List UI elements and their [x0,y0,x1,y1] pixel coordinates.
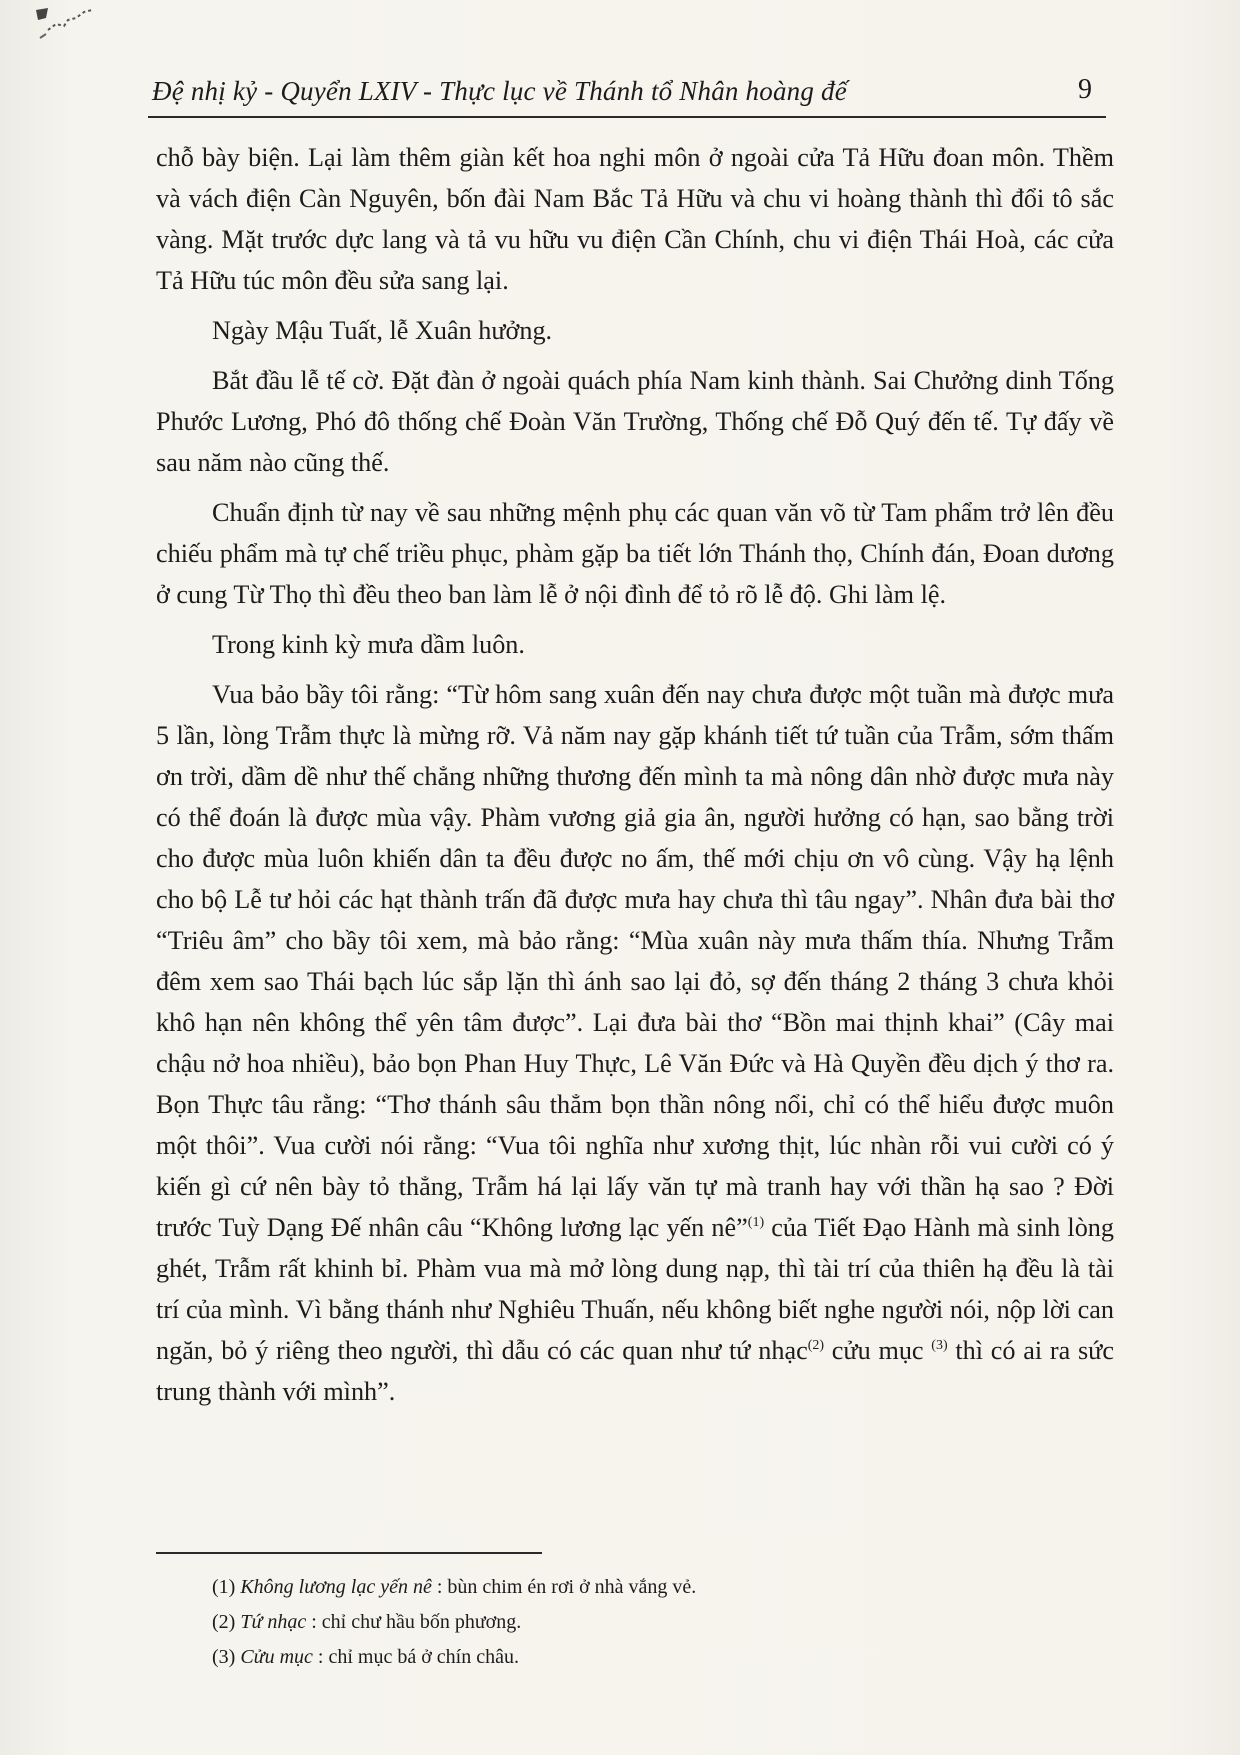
paragraph-text: cửu mục [824,1336,932,1365]
footnote-text: : bùn chim én rơi ở nhà vắng vẻ. [431,1576,697,1598]
footnote-term: Tứ nhạc [240,1611,307,1633]
paragraph-text: Vua bảo bầy tôi rằng: “Từ hôm sang xuân đến nay chưa được một tuần mà được mưa 5 lần, lòng Trẫm thực là mừng rỡ. Vả năm nay gặp khánh tiết tứ tuần của Trẫm, sớm thấm ơn trời, dầm dề như thế chẳng những thương đến mình ta mà nông dân nhờ được mưa này có thể đoán là được mùa vậy. Phàm vương giả gia ân, người hưởng có hạn, sao bằng trời cho được mùa luôn khiến dân ta đều được no ấm, thế mới chịu ơn vô cùng. Vậy hạ lệnh cho bộ Lễ tư hỏi các hạt thành trấn đã được mưa hay chưa thì tâu ngay”. Nhân đưa bài thơ “Triêu âm” cho bầy tôi xem, mà bảo rằng: “Mùa xuân này mưa thấm thía. Nhưng Trẫm đêm xem sao Thái bạch lúc sắp lặn thì ánh sao lại đỏ, sợ đến tháng 2 tháng 3 chưa khỏi khô hạn nên không thể yên tâm được”. Lại đưa bài thơ “Bồn mai thịnh khai” (Cây mai chậu nở hoa nhiều), bảo bọn Phan Huy Thực, Lê Văn Đức và Hà Quyền đều dịch ý thơ ra. Bọn Thực tâu rằng: “Thơ thánh sâu thẳm bọn thần nông nổi, chỉ có thể hiểu được muôn một thôi”. Vua cười nói rằng: “Vua tôi nghĩa như xương thịt, lúc nhàn rỗi vui cười có ý kiến gì cứ nên bày tỏ thẳng, Trẫm há lại lấy văn tự mà tranh hay với thần hạ sao ? Đời trước Tuỳ Dạng Đế nhân câu “Không lương lạc yến nê” [156,680,1114,1242]
footnote-ref-3: (3) [931,1338,948,1353]
paragraph: Ngày Mậu Tuất, lễ Xuân hưởng. [212,316,553,345]
paragraph: Trong kinh kỳ mưa dầm luôn. [212,630,525,659]
page-number: 9 [1078,74,1092,105]
footnote-term: Cửu mục [240,1646,313,1668]
footnote-separator [156,1552,542,1554]
footnote-1 [212,1570,1092,1605]
paragraph: Chuẩn định từ nay về sau những mệnh phụ các quan văn võ từ Tam phẩm trở lên đều chiếu phẩm mà tự chế triều phục, phàm gặp ba tiết lớn Thánh thọ, Chính đán, Đoan dương ở cung Từ Thọ thì đều theo ban làm lễ ở nội đình để tỏ rõ lễ độ. Ghi làm lệ. [156,498,1114,609]
body-text [156,137,1114,1412]
running-header [148,72,1106,118]
footnote-ref-2: (2) [807,1338,825,1353]
running-header-title: Đệ nhị kỷ - Quyển LXIV - Thực lục về Thánh tổ Nhân hoàng đế [152,76,847,106]
footnote-text: : chỉ chư hầu bốn phương. [306,1611,522,1633]
paragraph-with-footnote-refs [156,674,1114,1412]
paragraph: Bắt đầu lễ tế cờ. Đặt đàn ở ngoài quách phía Nam kinh thành. Sai Chưởng dinh Tống Phước Lương, Phó đô thống chế Đoàn Văn Trường, Thống chế Đỗ Quý đến tế. Tự đấy về sau năm nào cũng thế. [156,366,1114,477]
footnotes [212,1570,1092,1675]
scan-corner-mark [34,6,96,50]
footnote-2 [212,1605,1092,1640]
footnote-number: (2) [212,1611,236,1633]
paragraph-text: thì có ai ra sức trung thành với mình”. [156,1336,1114,1406]
footnote-number: (3) [212,1646,236,1668]
footnote-ref-1: (1) [747,1215,765,1230]
footnote-text: : chỉ mục bá ở chín châu. [312,1646,519,1668]
paragraph-text: của Tiết Đạo Hành mà sinh lòng ghét, Trẫm rất khinh bỉ. Phàm vua mà mở lòng dung nạp, thì tài trí của thiên hạ đều là tài trí của mình. Vì bằng thánh như Nghiêu Thuấn, nếu không biết nghe người nói, nộp lời can ngăn, bỏ ý riêng theo người, thì dẫu có các quan như tứ nhạc [156,1213,1114,1365]
footnote-number: (1) [212,1576,236,1598]
paragraph: chỗ bày biện. Lại làm thêm giàn kết hoa nghi môn ở ngoài cửa Tả Hữu đoan môn. Thềm và vách điện Càn Nguyên, bốn đài Nam Bắc Tả Hữu và chu vi hoàng thành thì đổi tô sắc vàng. Mặt trước dực lang và tả vu hữu vu điện Cần Chính, chu vi điện Thái Hoà, các cửa Tả Hữu túc môn đều sửa sang lại. [156,143,1114,295]
footnote-term: Không lương lạc yến nê [240,1576,432,1598]
footnote-3 [212,1640,1092,1675]
